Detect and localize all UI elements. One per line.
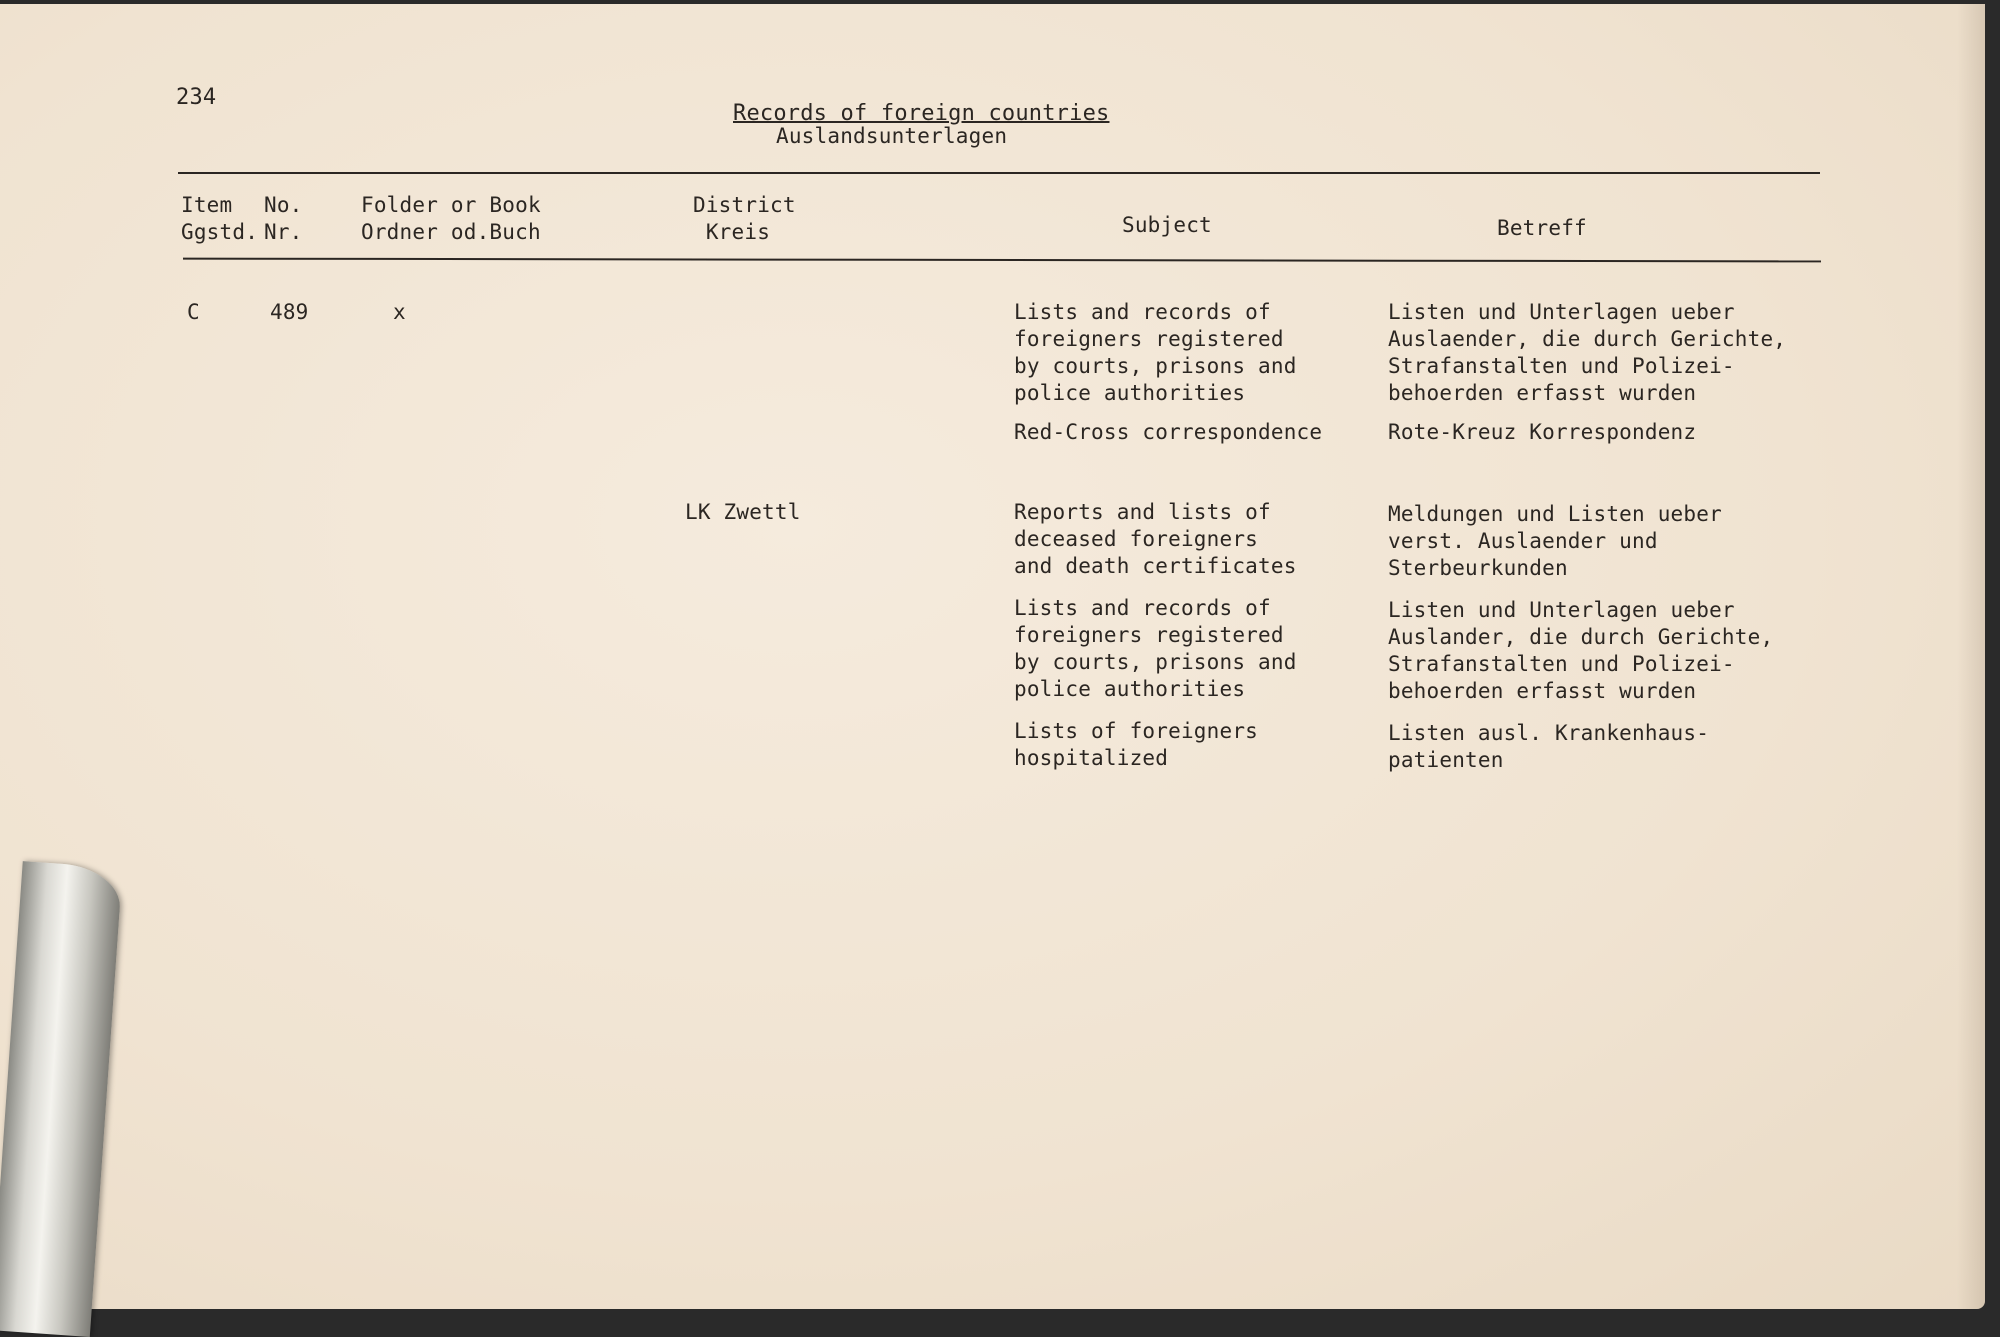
header-top-rule: [178, 172, 1820, 174]
betreff-entry: Meldungen und Listen ueber verst. Auslaender und Sterbeurkunden: [1388, 502, 1722, 580]
subject-entry: Red-Cross correspondence: [1014, 420, 1323, 444]
subject-entry: Lists of foreigners hospitalized: [1014, 719, 1259, 770]
page-number: 234: [176, 85, 217, 110]
subject-entry: Lists and records of foreigners registered by courts, prisons and police authorities: [1014, 300, 1297, 405]
document-page: [0, 4, 1985, 1309]
column-header-subject: Subject: [1122, 213, 1212, 237]
page-title: Records of foreign countries: [733, 101, 1110, 126]
betreff-entry: Listen ausl. Krankenhaus- patienten: [1388, 721, 1710, 772]
column-header-no: No. Nr.: [264, 193, 303, 244]
header-bottom-rule: [183, 258, 1821, 263]
column-header-folder: Folder or Book Ordner od.Buch: [361, 193, 541, 244]
row-item-letter: C: [187, 300, 200, 324]
row-folder-mark: x: [393, 300, 406, 324]
column-header-betreff: Betreff: [1497, 216, 1587, 240]
column-header-item: Item Ggstd.: [181, 193, 259, 244]
betreff-entry: Rote-Kreuz Korrespondenz: [1388, 420, 1697, 444]
row-district: LK Zwettl: [685, 500, 801, 524]
betreff-entry: Listen und Unterlagen ueber Auslaender, die durch Gerichte, Strafanstalten und Polizei- behoerden erfasst wurden: [1388, 300, 1787, 405]
page-subtitle: Auslandsunterlagen: [776, 124, 1008, 148]
subject-entry: Reports and lists of deceased foreigners and death certificates: [1014, 500, 1297, 578]
betreff-entry: Listen und Unterlagen ueber Auslander, die durch Gerichte, Strafanstalten und Polizei- behoerden erfasst wurden: [1388, 598, 1774, 703]
subject-entry: Lists and records of foreigners registered by courts, prisons and police authorities: [1014, 596, 1297, 701]
page-edge-shadow: [1957, 4, 1985, 1309]
row-item-number: 489: [270, 300, 309, 324]
column-header-district: District Kreis: [693, 193, 796, 244]
